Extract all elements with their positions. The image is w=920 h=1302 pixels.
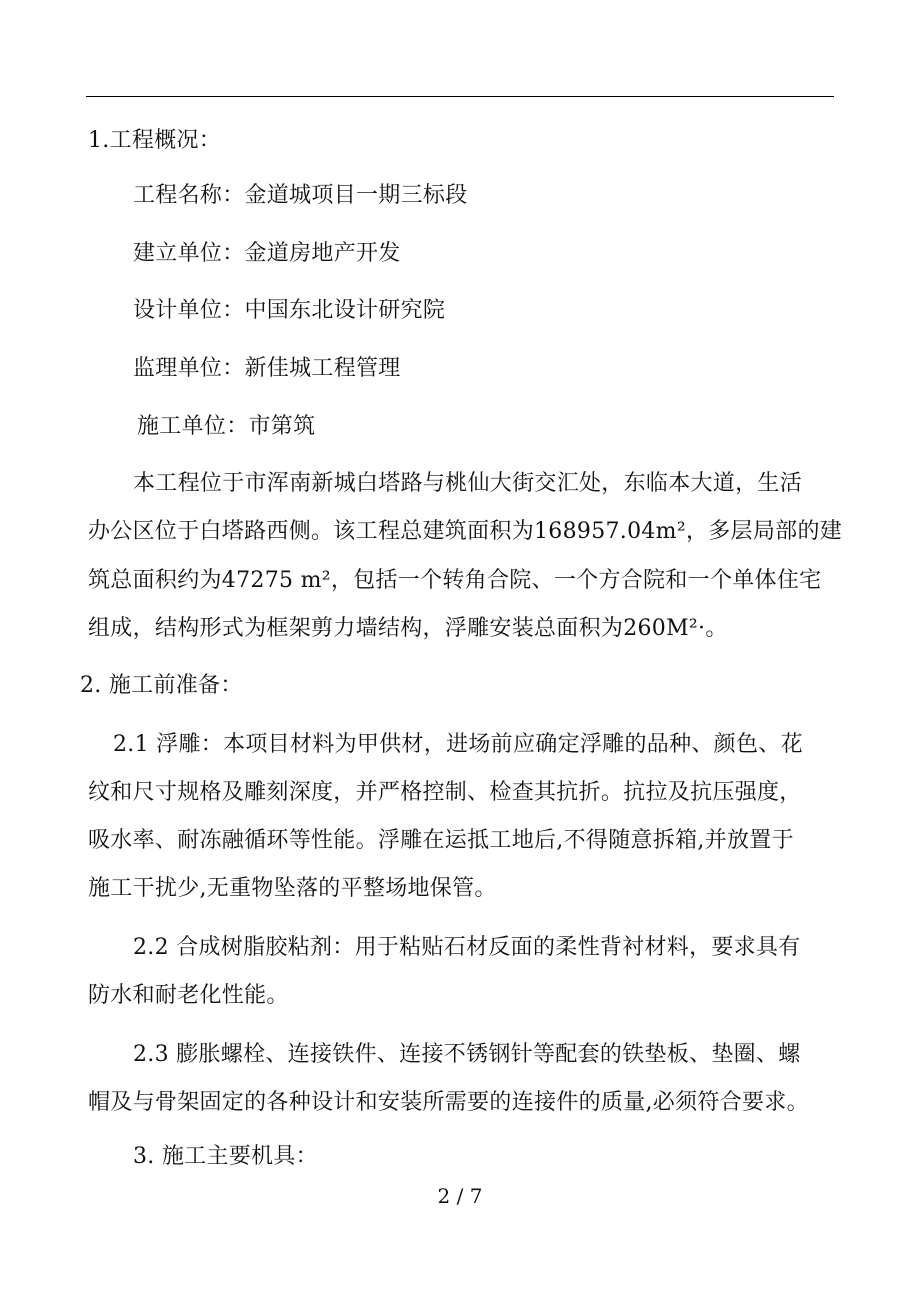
project-name-item: 工程名称：金道城项目一期三标段 — [133, 183, 468, 208]
overview-paragraph-line: 组成，结构形式为框架剪力墙结构，浮雕安装总面积为260M²·。 — [88, 616, 728, 641]
relief-paragraph-line: 吸水率、耐冻融循环等性能。浮雕在运抵工地后,不得随意拆箱,并放置于 — [88, 828, 794, 853]
design-unit-item: 设计单位：中国东北设计研究院 — [133, 298, 446, 323]
construction-unit-item: 施工单位：市第筑 — [137, 414, 316, 439]
overview-paragraph-line: 筑总面积约为47275 m²，包括一个转角合院、一个方合院和一个单体住宅 — [88, 568, 822, 593]
relief-paragraph-line: 2.1 浮雕：本项目材料为甲供材，进场前应确定浮雕的品种、颜色、花 — [113, 732, 803, 757]
header-rule — [86, 96, 834, 97]
adhesive-paragraph-line: 防水和耐老化性能。 — [88, 983, 289, 1008]
fasteners-paragraph-line: 2.3 膨胀螺栓、连接铁件、连接不锈钢针等配套的铁垫板、垫圈、螺 — [133, 1042, 801, 1067]
section-2-heading: 2. 施工前准备： — [80, 673, 243, 698]
page-number: 2 / 7 — [437, 1184, 483, 1208]
supervision-unit-item: 监理单位：新佳城工程管理 — [133, 356, 401, 381]
adhesive-paragraph-line: 2.2 合成树脂胶粘剂：用于粘贴石材反面的柔性背衬材料，要求具有 — [133, 935, 801, 960]
relief-paragraph-line: 施工干扰少,无重物坠落的平整场地保管。 — [88, 876, 497, 901]
developer-item: 建立单位：金道房地产开发 — [133, 241, 401, 266]
overview-paragraph-line: 本工程位于市浑南新城白塔路与桃仙大街交汇处，东临本大道，生活 — [133, 471, 803, 496]
overview-paragraph-line: 办公区位于白塔路西侧。该工程总建筑面积为168957.04m²，多层局部的建 — [88, 519, 843, 544]
fasteners-paragraph-line: 帽及与骨架固定的各种设计和安装所需要的连接件的质量,必须符合要求。 — [88, 1090, 809, 1115]
section-3-heading: 3. 施工主要机具： — [133, 1144, 318, 1169]
relief-paragraph-line: 纹和尺寸规格及雕刻深度，并严格控制、检查其抗折。抗拉及抗压强度， — [88, 780, 802, 805]
section-1-heading: 1.工程概况： — [88, 128, 222, 153]
